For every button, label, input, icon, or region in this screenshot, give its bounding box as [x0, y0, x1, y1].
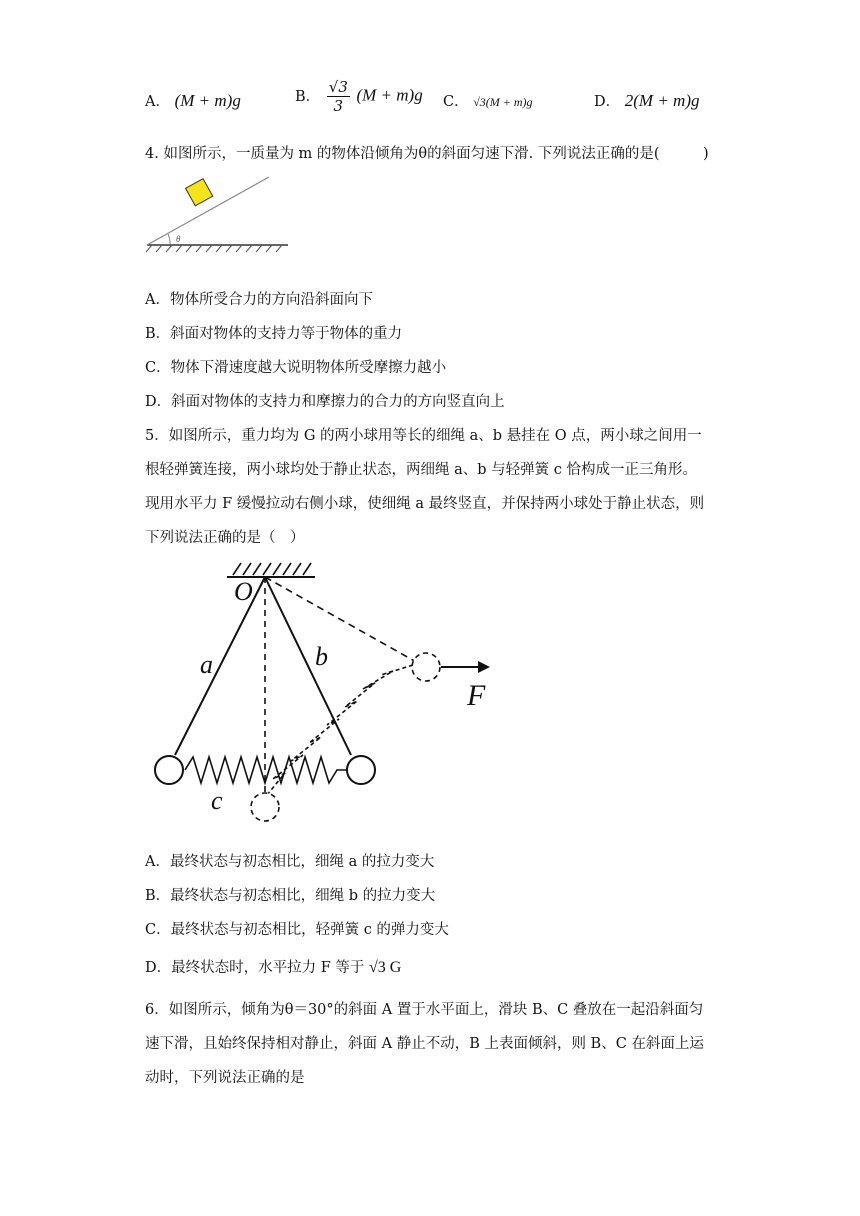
- q5-option-b[interactable]: B．最终状态与初态相比，细绳 b 的拉力变大: [145, 888, 436, 904]
- yellow-block: [186, 179, 213, 206]
- right-ball: [347, 756, 375, 784]
- q4-option-b[interactable]: B．斜面对物体的支持力等于物体的重力: [145, 326, 403, 342]
- left-ball: [155, 756, 183, 784]
- q4-option-c[interactable]: C．物体下滑速度越大说明物体所受摩擦力越小: [145, 360, 447, 376]
- final-right-ball-dashed: [412, 653, 440, 681]
- spring-c-label: c: [211, 786, 223, 815]
- q5-stem-line-4: 下列说法正确的是（ ）: [145, 530, 305, 546]
- theta-label: θ: [176, 234, 181, 244]
- q3-option-a[interactable]: A． (M + m)g: [145, 91, 241, 110]
- force-f-label: F: [467, 679, 486, 712]
- final-left-ball-dashed: [251, 793, 279, 821]
- q4-option-d[interactable]: D．斜面对物体的支持力和摩擦力的合力的方向竖直向上: [145, 394, 505, 410]
- incline-figure: [142, 172, 302, 262]
- fraction: $\frac{√3}{3}$: [328, 78, 348, 115]
- q5-stem-line-2: 根轻弹簧连接，两小球均处于静止状态，两细绳 a、b 与轻弹簧 c 恰构成一正三角形。: [145, 462, 697, 478]
- point-o-label: O: [234, 577, 253, 606]
- q6-stem-line-3: 动时，下列说法正确的是: [145, 1070, 305, 1086]
- q3-option-d[interactable]: D． 2(M + m)g: [594, 91, 700, 110]
- q6-stem-line-1: 6．如图所示，倾角为θ＝30°的斜面 A 置于水平面上，滑块 B、C 叠放在一起沿斜面匀: [145, 1002, 704, 1018]
- q5-stem-line-1: 5．如图所示，重力均为 G 的两小球用等长的细绳 a、b 悬挂在 O 点，两小球之间用一: [145, 428, 702, 444]
- arrow-right-icon: [478, 661, 490, 673]
- rope-a-label: a: [200, 650, 213, 679]
- pendulum-spring-figure: [145, 555, 505, 835]
- rope-b-label: b: [315, 642, 328, 671]
- q3-option-b[interactable]: B． $\frac{√3}{3}$ (M + m)g: [295, 78, 423, 115]
- q5-option-d[interactable]: D．最终状态时，水平拉力 F 等于 √3 G: [145, 959, 402, 976]
- q3-option-c[interactable]: C． √3(M + m)g: [443, 94, 533, 110]
- q5-option-c[interactable]: C．最终状态与初态相比，轻弹簧 c 的弹力变大: [145, 922, 449, 938]
- q5-option-a[interactable]: A．最终状态与初态相比，细绳 a 的拉力变大: [145, 854, 435, 870]
- q5-stem-line-3: 现用水平力 F 缓慢拉动右侧小球，使细绳 a 最终竖直，并保持两小球处于静止状态，则: [145, 496, 705, 512]
- q4-stem: 4. 如图所示，一质量为 m 的物体沿倾角为θ的斜面匀速下滑. 下列说法正确的是( ): [145, 146, 709, 162]
- q6-stem-line-2: 速下滑，且始终保持相对静止，斜面 A 静止不动，B 上表面倾斜，则 B、C 在斜面上运: [145, 1036, 704, 1052]
- q4-option-a[interactable]: A．物体所受合力的方向沿斜面向下: [145, 292, 373, 308]
